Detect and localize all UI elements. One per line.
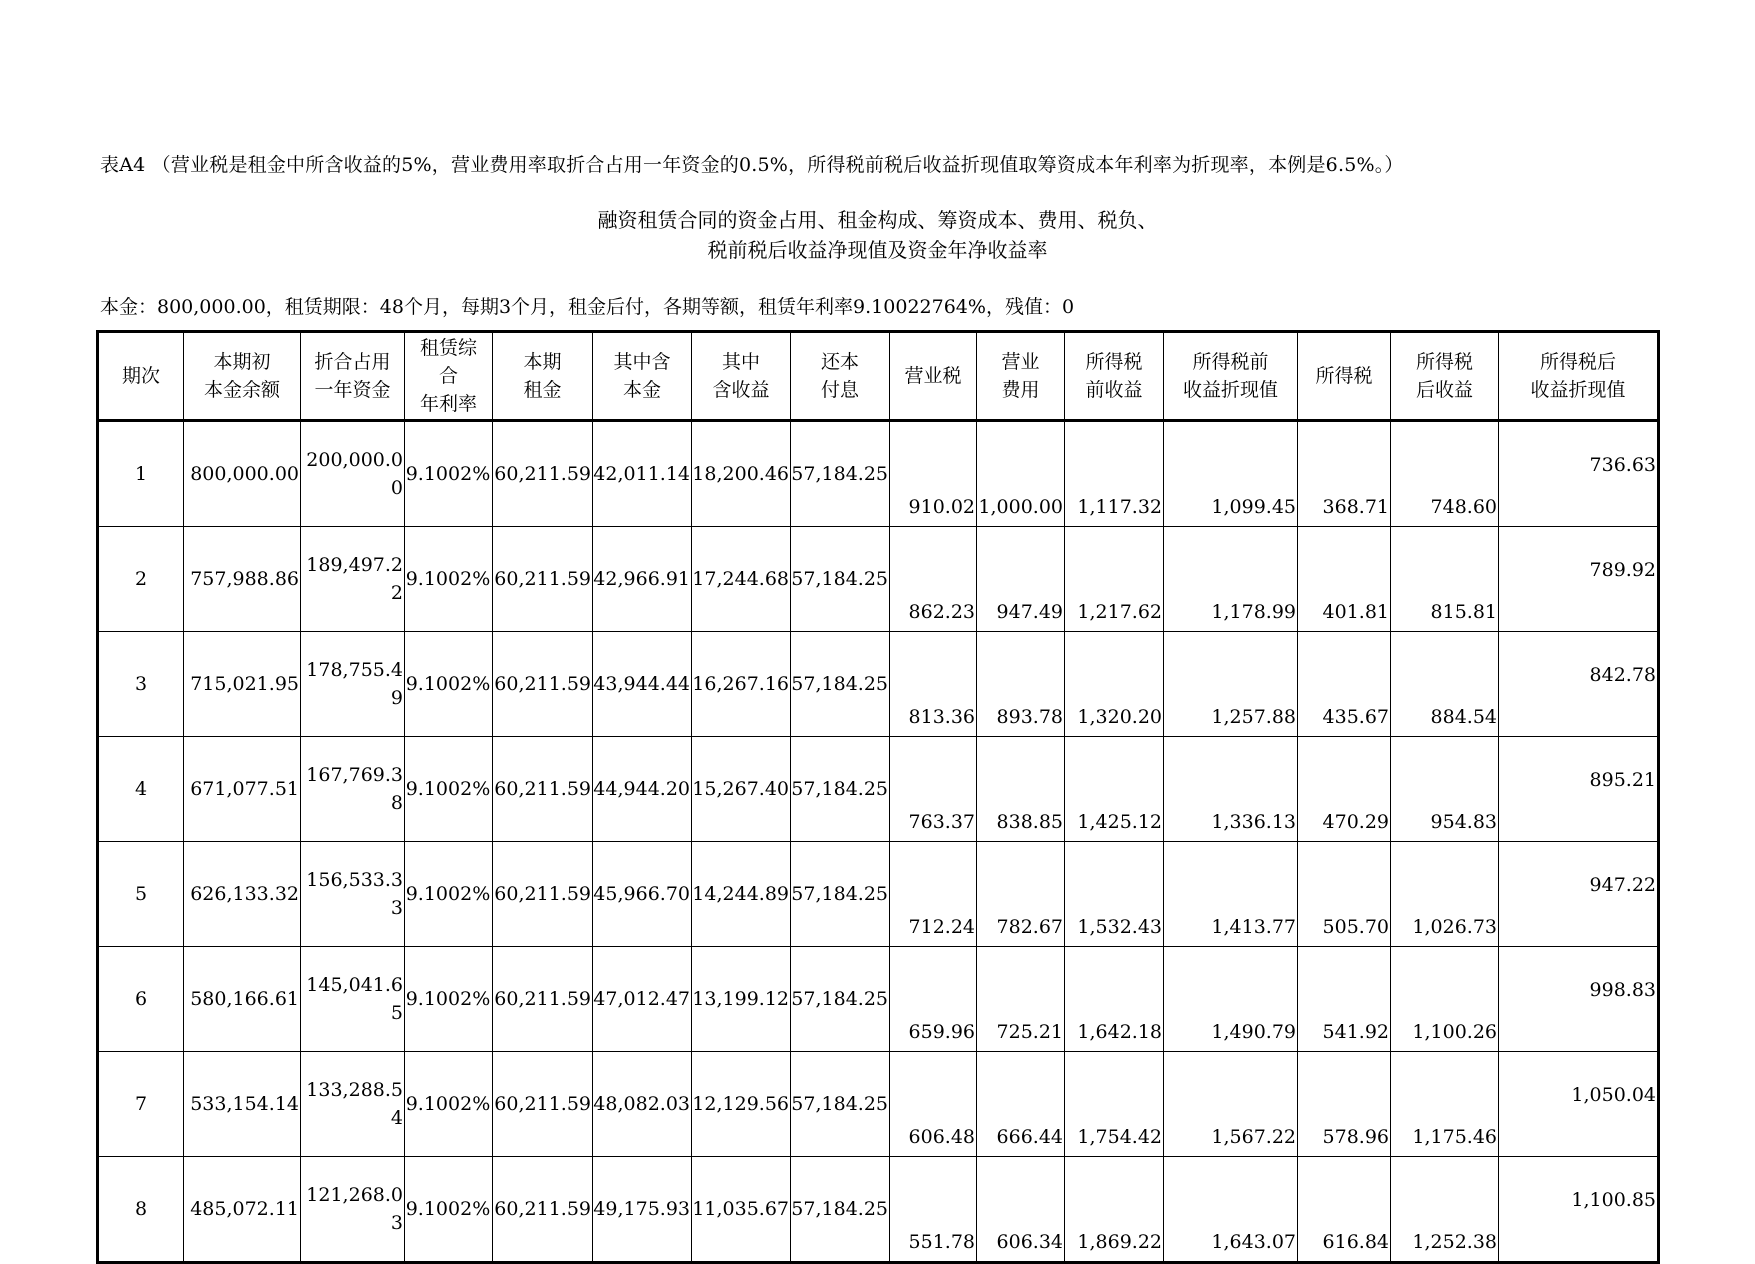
column-header: 本期 租金 — [493, 332, 593, 421]
value-cell: 133,288.54 — [301, 1052, 405, 1157]
value-cell: 57,184.25 — [791, 632, 890, 737]
period-cell: 8 — [98, 1157, 184, 1263]
value-cell: 533,154.14 — [184, 1052, 301, 1157]
value-cell: 485,072.11 — [184, 1157, 301, 1263]
value-cell: 815.81 — [1391, 527, 1499, 632]
value-cell: 57,184.25 — [791, 737, 890, 842]
value-cell: 725.21 — [977, 947, 1065, 1052]
value-cell: 44,944.20 — [593, 737, 692, 842]
value-cell: 712.24 — [890, 842, 977, 947]
table-note: 表A4 （营业税是租金中所含收益的5%，营业费用率取折合占用一年资金的0.5%，所得税前税后收益折现值取筹资成本年利率为折现率，本例是6.5%。） — [100, 154, 1404, 176]
value-cell: 57,184.25 — [791, 421, 890, 527]
value-cell: 189,497.22 — [301, 527, 405, 632]
table-row — [98, 737, 1659, 842]
value-cell: 11,035.67 — [692, 1157, 791, 1263]
value-cell: 1,100.85 — [1499, 1157, 1659, 1263]
value-cell: 580,166.61 — [184, 947, 301, 1052]
value-cell: 884.54 — [1391, 632, 1499, 737]
column-header: 租赁综 合 年利率 — [405, 332, 493, 421]
value-cell: 1,099.45 — [1164, 421, 1298, 527]
column-header: 其中含 本金 — [593, 332, 692, 421]
table-row — [98, 527, 1659, 632]
value-cell: 1,413.77 — [1164, 842, 1298, 947]
value-cell: 626,133.32 — [184, 842, 301, 947]
value-cell: 57,184.25 — [791, 842, 890, 947]
value-cell: 42,011.14 — [593, 421, 692, 527]
table-row — [98, 1052, 1659, 1157]
value-cell: 60,211.59 — [493, 842, 593, 947]
value-cell: 1,050.04 — [1499, 1052, 1659, 1157]
column-header: 所得税 后收益 — [1391, 332, 1499, 421]
value-cell: 1,567.22 — [1164, 1052, 1298, 1157]
value-cell: 551.78 — [890, 1157, 977, 1263]
value-cell: 1,320.20 — [1065, 632, 1164, 737]
value-cell: 57,184.25 — [791, 527, 890, 632]
value-cell: 1,490.79 — [1164, 947, 1298, 1052]
value-cell: 954.83 — [1391, 737, 1499, 842]
column-header: 还本 付息 — [791, 332, 890, 421]
value-cell: 60,211.59 — [493, 1052, 593, 1157]
value-cell: 998.83 — [1499, 947, 1659, 1052]
table-row — [98, 842, 1659, 947]
column-header: 本期初 本金余额 — [184, 332, 301, 421]
value-cell: 782.67 — [977, 842, 1065, 947]
value-cell: 1,642.18 — [1065, 947, 1164, 1052]
table-row — [98, 947, 1659, 1052]
value-cell: 1,336.13 — [1164, 737, 1298, 842]
title-line-1: 融资租赁合同的资金占用、租金构成、筹资成本、费用、税负、 — [597, 208, 1158, 232]
column-header: 营业 费用 — [977, 332, 1065, 421]
value-cell: 757,988.86 — [184, 527, 301, 632]
lease-schedule-table — [96, 330, 1660, 1264]
header-row — [98, 332, 1659, 421]
value-cell: 60,211.59 — [493, 421, 593, 527]
period-cell: 5 — [98, 842, 184, 947]
value-cell: 45,966.70 — [593, 842, 692, 947]
value-cell: 1,178.99 — [1164, 527, 1298, 632]
lease-parameters: 本金：800,000.00，租赁期限：48个月，每期3个月，租金后付，各期等额，租赁年利率9.10022764%，残值：0 — [100, 296, 1075, 318]
value-cell: 17,244.68 — [692, 527, 791, 632]
value-cell: 1,175.46 — [1391, 1052, 1499, 1157]
value-cell: 60,211.59 — [493, 1157, 593, 1263]
value-cell: 838.85 — [977, 737, 1065, 842]
value-cell: 9.1002% — [405, 947, 493, 1052]
value-cell: 578.96 — [1298, 1052, 1391, 1157]
value-cell: 47,012.47 — [593, 947, 692, 1052]
value-cell: 145,041.65 — [301, 947, 405, 1052]
value-cell: 1,257.88 — [1164, 632, 1298, 737]
value-cell: 800,000.00 — [184, 421, 301, 527]
value-cell: 763.37 — [890, 737, 977, 842]
value-cell: 1,643.07 — [1164, 1157, 1298, 1263]
column-header: 期次 — [98, 332, 184, 421]
value-cell: 167,769.38 — [301, 737, 405, 842]
column-header: 所得税 前收益 — [1065, 332, 1164, 421]
value-cell: 947.49 — [977, 527, 1065, 632]
period-cell: 6 — [98, 947, 184, 1052]
value-cell: 60,211.59 — [493, 527, 593, 632]
value-cell: 57,184.25 — [791, 1052, 890, 1157]
column-header: 营业税 — [890, 332, 977, 421]
value-cell: 49,175.93 — [593, 1157, 692, 1263]
value-cell: 715,021.95 — [184, 632, 301, 737]
value-cell: 60,211.59 — [493, 947, 593, 1052]
value-cell: 1,026.73 — [1391, 842, 1499, 947]
value-cell: 1,532.43 — [1065, 842, 1164, 947]
column-header: 所得税后 收益折现值 — [1499, 332, 1659, 421]
value-cell: 42,966.91 — [593, 527, 692, 632]
value-cell: 616.84 — [1298, 1157, 1391, 1263]
value-cell: 606.34 — [977, 1157, 1065, 1263]
value-cell: 200,000.00 — [301, 421, 405, 527]
period-cell: 4 — [98, 737, 184, 842]
value-cell: 178,755.49 — [301, 632, 405, 737]
column-header: 所得税 — [1298, 332, 1391, 421]
value-cell: 1,252.38 — [1391, 1157, 1499, 1263]
value-cell: 60,211.59 — [493, 737, 593, 842]
value-cell: 9.1002% — [405, 1157, 493, 1263]
value-cell: 9.1002% — [405, 421, 493, 527]
value-cell: 12,129.56 — [692, 1052, 791, 1157]
period-cell: 3 — [98, 632, 184, 737]
title-line-2: 税前税后收益净现值及资金年净收益率 — [707, 238, 1048, 262]
value-cell: 893.78 — [977, 632, 1065, 737]
table-row — [98, 421, 1659, 527]
value-cell: 1,754.42 — [1065, 1052, 1164, 1157]
value-cell: 470.29 — [1298, 737, 1391, 842]
value-cell: 48,082.03 — [593, 1052, 692, 1157]
column-header: 折合占用 一年资金 — [301, 332, 405, 421]
table-row — [98, 1157, 1659, 1263]
value-cell: 1,217.62 — [1065, 527, 1164, 632]
value-cell: 9.1002% — [405, 737, 493, 842]
value-cell: 606.48 — [890, 1052, 977, 1157]
value-cell: 862.23 — [890, 527, 977, 632]
value-cell: 9.1002% — [405, 527, 493, 632]
value-cell: 401.81 — [1298, 527, 1391, 632]
value-cell: 895.21 — [1499, 737, 1659, 842]
column-header: 所得税前 收益折现值 — [1164, 332, 1298, 421]
value-cell: 60,211.59 — [493, 632, 593, 737]
value-cell: 435.67 — [1298, 632, 1391, 737]
value-cell: 14,244.89 — [692, 842, 791, 947]
column-header: 其中 含收益 — [692, 332, 791, 421]
period-cell: 1 — [98, 421, 184, 527]
value-cell: 910.02 — [890, 421, 977, 527]
value-cell: 666.44 — [977, 1052, 1065, 1157]
value-cell: 9.1002% — [405, 842, 493, 947]
value-cell: 9.1002% — [405, 632, 493, 737]
value-cell: 57,184.25 — [791, 1157, 890, 1263]
value-cell: 15,267.40 — [692, 737, 791, 842]
value-cell: 789.92 — [1499, 527, 1659, 632]
value-cell: 121,268.03 — [301, 1157, 405, 1263]
value-cell: 18,200.46 — [692, 421, 791, 527]
value-cell: 813.36 — [890, 632, 977, 737]
table-row — [98, 632, 1659, 737]
value-cell: 1,000.00 — [977, 421, 1065, 527]
value-cell: 505.70 — [1298, 842, 1391, 947]
table-title — [0, 205, 1755, 265]
period-cell: 7 — [98, 1052, 184, 1157]
value-cell: 671,077.51 — [184, 737, 301, 842]
value-cell: 43,944.44 — [593, 632, 692, 737]
value-cell: 947.22 — [1499, 842, 1659, 947]
value-cell: 57,184.25 — [791, 947, 890, 1052]
value-cell: 842.78 — [1499, 632, 1659, 737]
value-cell: 541.92 — [1298, 947, 1391, 1052]
value-cell: 156,533.33 — [301, 842, 405, 947]
value-cell: 368.71 — [1298, 421, 1391, 527]
value-cell: 736.63 — [1499, 421, 1659, 527]
value-cell: 16,267.16 — [692, 632, 791, 737]
value-cell: 1,425.12 — [1065, 737, 1164, 842]
value-cell: 1,117.32 — [1065, 421, 1164, 527]
period-cell: 2 — [98, 527, 184, 632]
value-cell: 13,199.12 — [692, 947, 791, 1052]
value-cell: 1,100.26 — [1391, 947, 1499, 1052]
value-cell: 659.96 — [890, 947, 977, 1052]
value-cell: 1,869.22 — [1065, 1157, 1164, 1263]
value-cell: 9.1002% — [405, 1052, 493, 1157]
value-cell: 748.60 — [1391, 421, 1499, 527]
